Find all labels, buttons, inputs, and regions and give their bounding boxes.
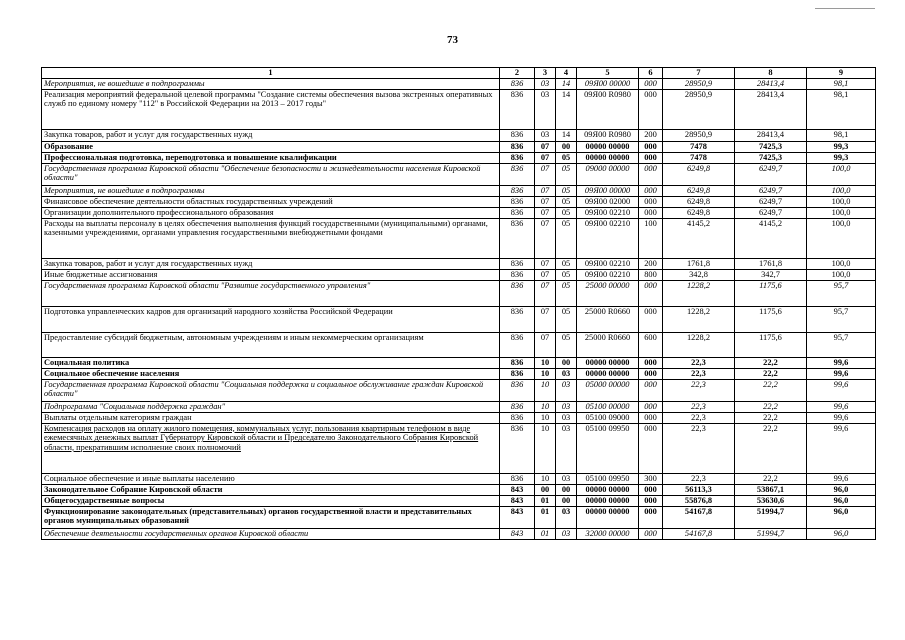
cell-plan: 28950,9 [663, 129, 735, 141]
cell-expense-type: 200 [639, 129, 663, 141]
cell-target-article: 09Я00 00000 [577, 185, 639, 196]
cell-actual: 22,2 [735, 412, 807, 423]
cell-actual: 22,2 [735, 357, 807, 368]
cell-percent: 100,0 [807, 258, 876, 269]
cell-actual: 28413,4 [735, 89, 807, 129]
cell-plan: 22,3 [663, 412, 735, 423]
table-row [42, 473, 876, 484]
cell-percent: 98,1 [807, 89, 876, 129]
cell-plan: 7478 [663, 152, 735, 163]
table-row [42, 163, 876, 185]
cell-plan: 28950,9 [663, 79, 735, 90]
cell-description: Подготовка управленческих кадров для организаций народного хозяйства Российской Федерации [42, 306, 500, 332]
table-row [42, 506, 876, 528]
cell-subsection: 05 [556, 152, 577, 163]
table-row [42, 141, 876, 152]
cell-description: Выплаты отдельным категориям граждан [42, 412, 500, 423]
cell-description: Расходы на выплаты персоналу в целях обеспечения выполнения функций государственными (муниципальными) органами, казенными учреждениями, органами управления государственными внебюджетными фондами [42, 218, 500, 258]
cell-admin-code: 836 [500, 473, 535, 484]
cell-actual: 28413,4 [735, 129, 807, 141]
cell-plan: 1228,2 [663, 280, 735, 306]
cell-section: 07 [535, 269, 556, 280]
cell-description: Функционирование законодательных (представительных) органов государственной власти и представительных органов муниципальных образований [42, 506, 500, 528]
table-row [42, 185, 876, 196]
cell-expense-type: 100 [639, 218, 663, 258]
cell-subsection: 00 [556, 141, 577, 152]
cell-actual: 53867,1 [735, 484, 807, 495]
cell-description: Организации дополнительного профессионального образования [42, 207, 500, 218]
cell-percent: 96,0 [807, 484, 876, 495]
cell-plan: 22,3 [663, 401, 735, 412]
cell-subsection: 14 [556, 89, 577, 129]
cell-expense-type: 000 [639, 368, 663, 379]
cell-plan: 342,8 [663, 269, 735, 280]
cell-percent: 99,6 [807, 357, 876, 368]
cell-section: 03 [535, 79, 556, 90]
cell-subsection: 00 [556, 484, 577, 495]
header-col-6: 6 [639, 68, 663, 79]
cell-description: Государственная программа Кировской области "Социальная поддержка и социальное обслуживание граждан Кировской области" [42, 379, 500, 401]
cell-section: 10 [535, 379, 556, 401]
cell-actual: 51994,7 [735, 528, 807, 539]
cell-section: 07 [535, 152, 556, 163]
cell-actual: 53630,6 [735, 495, 807, 506]
table-row [42, 89, 876, 129]
cell-percent: 96,0 [807, 495, 876, 506]
cell-expense-type: 000 [639, 306, 663, 332]
table-row [42, 484, 876, 495]
table-row [42, 332, 876, 357]
cell-plan: 6249,8 [663, 185, 735, 196]
cell-section: 07 [535, 141, 556, 152]
cell-target-article: 00000 00000 [577, 495, 639, 506]
cell-actual: 6249,7 [735, 207, 807, 218]
cell-plan: 6249,8 [663, 196, 735, 207]
cell-actual: 1761,8 [735, 258, 807, 269]
cell-expense-type: 000 [639, 357, 663, 368]
cell-target-article: 00000 00000 [577, 141, 639, 152]
cell-actual: 22,2 [735, 379, 807, 401]
cell-section: 07 [535, 196, 556, 207]
cell-admin-code: 836 [500, 218, 535, 258]
cell-plan: 4145,2 [663, 218, 735, 258]
cell-admin-code: 836 [500, 152, 535, 163]
cell-percent: 100,0 [807, 207, 876, 218]
cell-section: 07 [535, 185, 556, 196]
cell-subsection: 05 [556, 185, 577, 196]
cell-target-article: 05000 00000 [577, 379, 639, 401]
cell-plan: 22,3 [663, 368, 735, 379]
cell-expense-type: 000 [639, 528, 663, 539]
table-row [42, 196, 876, 207]
cell-plan: 55876,8 [663, 495, 735, 506]
cell-percent: 96,0 [807, 506, 876, 528]
cell-section: 03 [535, 129, 556, 141]
table-row [42, 368, 876, 379]
cell-subsection: 00 [556, 357, 577, 368]
cell-target-article: 09Я00 02210 [577, 207, 639, 218]
cell-percent: 100,0 [807, 196, 876, 207]
table-row [42, 495, 876, 506]
cell-admin-code: 836 [500, 379, 535, 401]
cell-description: Социальное обеспечение населения [42, 368, 500, 379]
cell-expense-type: 000 [639, 412, 663, 423]
cell-target-article: 09Я00 02210 [577, 218, 639, 258]
cell-section: 07 [535, 163, 556, 185]
cell-section: 01 [535, 495, 556, 506]
cell-target-article: 09Я00 00000 [577, 79, 639, 90]
cell-target-article: 00000 00000 [577, 357, 639, 368]
cell-actual: 22,2 [735, 401, 807, 412]
header-col-7: 7 [663, 68, 735, 79]
cell-section: 10 [535, 423, 556, 473]
cell-subsection: 05 [556, 218, 577, 258]
cell-percent: 95,7 [807, 280, 876, 306]
cell-admin-code: 836 [500, 141, 535, 152]
cell-expense-type: 000 [639, 185, 663, 196]
cell-expense-type: 000 [639, 401, 663, 412]
cell-target-article: 05100 09950 [577, 423, 639, 473]
cell-actual: 22,2 [735, 368, 807, 379]
table-row [42, 357, 876, 368]
cell-plan: 1228,2 [663, 306, 735, 332]
cell-target-article: 09Я00 02000 [577, 196, 639, 207]
cell-percent: 99,3 [807, 141, 876, 152]
cell-admin-code: 836 [500, 368, 535, 379]
cell-expense-type: 000 [639, 423, 663, 473]
cell-admin-code: 836 [500, 412, 535, 423]
cell-actual: 22,2 [735, 423, 807, 473]
cell-actual: 1175,6 [735, 306, 807, 332]
cell-plan: 22,3 [663, 423, 735, 473]
table-row [42, 280, 876, 306]
page-number: 73 [447, 34, 458, 46]
cell-plan: 28950,9 [663, 89, 735, 129]
cell-admin-code: 836 [500, 185, 535, 196]
cell-expense-type: 800 [639, 269, 663, 280]
cell-admin-code: 836 [500, 89, 535, 129]
table-row [42, 379, 876, 401]
cell-target-article: 09Я00 R0980 [577, 89, 639, 129]
header-col-9: 9 [807, 68, 876, 79]
budget-table [41, 67, 876, 540]
cell-target-article: 09000 00000 [577, 163, 639, 185]
cell-admin-code: 836 [500, 401, 535, 412]
cell-admin-code: 836 [500, 258, 535, 269]
cell-percent: 99,6 [807, 473, 876, 484]
cell-percent: 99,6 [807, 379, 876, 401]
cell-subsection: 05 [556, 207, 577, 218]
header-row [42, 68, 876, 79]
cell-percent: 99,3 [807, 152, 876, 163]
cell-actual: 7425,3 [735, 141, 807, 152]
cell-expense-type: 300 [639, 473, 663, 484]
cell-admin-code: 836 [500, 423, 535, 473]
cell-description: Общегосударственные вопросы [42, 495, 500, 506]
cell-description: Профессиональная подготовка, переподготовка и повышение квалификации [42, 152, 500, 163]
cell-target-article: 00000 00000 [577, 368, 639, 379]
cell-admin-code: 836 [500, 306, 535, 332]
cell-percent: 99,6 [807, 423, 876, 473]
cell-actual: 6249,7 [735, 185, 807, 196]
cell-percent: 100,0 [807, 218, 876, 258]
table-row [42, 207, 876, 218]
cell-target-article: 32000 00000 [577, 528, 639, 539]
cell-plan: 7478 [663, 141, 735, 152]
cell-expense-type: 000 [639, 163, 663, 185]
cell-description: Мероприятия, не вошедшие в подпрограммы [42, 79, 500, 90]
cell-subsection: 03 [556, 401, 577, 412]
cell-admin-code: 843 [500, 495, 535, 506]
cell-description: Закупка товаров, работ и услуг для государственных нужд [42, 129, 500, 141]
cell-plan: 1228,2 [663, 332, 735, 357]
cell-description: Предоставление субсидий бюджетным, автономным учреждениям и иным некоммерческим организациям [42, 332, 500, 357]
cell-actual: 1175,6 [735, 280, 807, 306]
cell-description: Финансовое обеспечение деятельности областных государственных учреждений [42, 196, 500, 207]
cell-description: Реализация мероприятий федеральной целевой программы "Создание системы обеспечения вызова экстренных оперативных служб по единому номеру "112" в Российской Федерации на 2013 – 2017 годы" [42, 89, 500, 129]
cell-actual: 6249,7 [735, 163, 807, 185]
cell-section: 07 [535, 207, 556, 218]
cell-target-article: 09Я00 R0980 [577, 129, 639, 141]
cell-section: 10 [535, 401, 556, 412]
cell-admin-code: 836 [500, 207, 535, 218]
cell-subsection: 14 [556, 79, 577, 90]
cell-target-article: 05100 09000 [577, 412, 639, 423]
cell-plan: 1761,8 [663, 258, 735, 269]
cell-expense-type: 000 [639, 89, 663, 129]
cell-admin-code: 836 [500, 79, 535, 90]
cell-percent: 95,7 [807, 332, 876, 357]
cell-target-article: 25000 00000 [577, 280, 639, 306]
cell-target-article: 09Я00 02210 [577, 258, 639, 269]
cell-description: Обеспечение деятельности государственных органов Кировской области [42, 528, 500, 539]
cell-subsection: 03 [556, 473, 577, 484]
cell-admin-code: 836 [500, 129, 535, 141]
cell-expense-type: 000 [639, 152, 663, 163]
header-col-4: 4 [556, 68, 577, 79]
cell-subsection: 05 [556, 196, 577, 207]
cell-description: Закупка товаров, работ и услуг для государственных нужд [42, 258, 500, 269]
cell-section: 10 [535, 357, 556, 368]
header-col-3: 3 [535, 68, 556, 79]
cell-plan: 56113,3 [663, 484, 735, 495]
cell-subsection: 03 [556, 368, 577, 379]
cell-section: 07 [535, 218, 556, 258]
cell-target-article: 00000 00000 [577, 506, 639, 528]
cell-section: 01 [535, 528, 556, 539]
cell-percent: 98,1 [807, 129, 876, 141]
table-row [42, 218, 876, 258]
cell-expense-type: 000 [639, 79, 663, 90]
cell-subsection: 05 [556, 306, 577, 332]
cell-percent: 99,6 [807, 412, 876, 423]
cell-percent: 100,0 [807, 269, 876, 280]
cell-subsection: 05 [556, 269, 577, 280]
cell-expense-type: 200 [639, 258, 663, 269]
cell-admin-code: 836 [500, 332, 535, 357]
cell-section: 10 [535, 473, 556, 484]
cell-subsection: 00 [556, 495, 577, 506]
cell-subsection: 03 [556, 506, 577, 528]
cell-percent: 100,0 [807, 163, 876, 185]
cell-expense-type: 000 [639, 495, 663, 506]
cell-admin-code: 836 [500, 269, 535, 280]
cell-subsection: 05 [556, 163, 577, 185]
header-col-8: 8 [735, 68, 807, 79]
cell-plan: 54167,8 [663, 506, 735, 528]
cell-target-article: 05100 09950 [577, 473, 639, 484]
table-row [42, 401, 876, 412]
cell-subsection: 14 [556, 129, 577, 141]
cell-actual: 22,2 [735, 473, 807, 484]
table-row [42, 412, 876, 423]
budget-table-container [41, 67, 876, 540]
table-row [42, 258, 876, 269]
cell-section: 10 [535, 412, 556, 423]
cell-actual: 51994,7 [735, 506, 807, 528]
cell-description: Подпрограмма "Социальная поддержка граждан" [42, 401, 500, 412]
cell-plan: 22,3 [663, 357, 735, 368]
cell-percent: 98,1 [807, 79, 876, 90]
cell-percent: 100,0 [807, 185, 876, 196]
cell-percent: 99,6 [807, 368, 876, 379]
cell-actual: 6249,7 [735, 196, 807, 207]
top-edge-mark [815, 8, 875, 9]
cell-expense-type: 000 [639, 207, 663, 218]
cell-expense-type: 000 [639, 506, 663, 528]
cell-admin-code: 843 [500, 528, 535, 539]
cell-admin-code: 836 [500, 163, 535, 185]
cell-section: 07 [535, 258, 556, 269]
cell-description: Социальная политика [42, 357, 500, 368]
cell-description: Иные бюджетные ассигнования [42, 269, 500, 280]
cell-admin-code: 843 [500, 484, 535, 495]
cell-percent: 96,0 [807, 528, 876, 539]
cell-section: 07 [535, 280, 556, 306]
cell-expense-type: 000 [639, 196, 663, 207]
cell-admin-code: 843 [500, 506, 535, 528]
cell-actual: 342,7 [735, 269, 807, 280]
cell-subsection: 03 [556, 412, 577, 423]
cell-description: Законодательное Собрание Кировской области [42, 484, 500, 495]
budget-table-body [42, 68, 876, 540]
cell-subsection: 03 [556, 379, 577, 401]
cell-target-article: 00000 00000 [577, 484, 639, 495]
cell-section: 00 [535, 484, 556, 495]
cell-actual: 28413,4 [735, 79, 807, 90]
cell-plan: 6249,8 [663, 163, 735, 185]
cell-section: 07 [535, 332, 556, 357]
cell-expense-type: 000 [639, 484, 663, 495]
cell-description: Компенсация расходов на оплату жилого помещения, коммунальных услуг, пользования квартирным телефоном в виде ежемесячных денежных выплат Губернатору Кировской области и Председателю Законодательного Собрания Кировской области, прекратившим исполнение своих полномочий [42, 423, 500, 473]
cell-expense-type: 000 [639, 141, 663, 152]
cell-plan: 22,3 [663, 473, 735, 484]
cell-plan: 22,3 [663, 379, 735, 401]
cell-percent: 95,7 [807, 306, 876, 332]
table-row [42, 79, 876, 90]
cell-expense-type: 600 [639, 332, 663, 357]
cell-plan: 54167,8 [663, 528, 735, 539]
cell-section: 07 [535, 306, 556, 332]
cell-actual: 1175,6 [735, 332, 807, 357]
cell-description: Социальное обеспечение и иные выплаты населению [42, 473, 500, 484]
header-col-2: 2 [500, 68, 535, 79]
header-col-1: 1 [42, 68, 500, 79]
table-row [42, 528, 876, 539]
cell-target-article: 00000 00000 [577, 152, 639, 163]
cell-section: 10 [535, 368, 556, 379]
table-row [42, 306, 876, 332]
cell-section: 01 [535, 506, 556, 528]
cell-percent: 99,6 [807, 401, 876, 412]
cell-subsection: 05 [556, 258, 577, 269]
header-col-5: 5 [577, 68, 639, 79]
cell-description: Мероприятия, не вошедшие в подпрограммы [42, 185, 500, 196]
cell-actual: 4145,2 [735, 218, 807, 258]
cell-expense-type: 000 [639, 379, 663, 401]
cell-expense-type: 000 [639, 280, 663, 306]
cell-target-article: 05100 00000 [577, 401, 639, 412]
cell-description: Государственная программа Кировской области "Развитие государственного управления" [42, 280, 500, 306]
cell-subsection: 05 [556, 280, 577, 306]
cell-description: Образование [42, 141, 500, 152]
cell-target-article: 25000 R0660 [577, 306, 639, 332]
cell-actual: 7425,3 [735, 152, 807, 163]
cell-admin-code: 836 [500, 196, 535, 207]
table-row [42, 269, 876, 280]
table-row [42, 423, 876, 473]
cell-target-article: 09Я00 02210 [577, 269, 639, 280]
table-row [42, 129, 876, 141]
cell-plan: 6249,8 [663, 207, 735, 218]
cell-subsection: 03 [556, 423, 577, 473]
table-row [42, 152, 876, 163]
cell-subsection: 03 [556, 528, 577, 539]
cell-subsection: 05 [556, 332, 577, 357]
cell-section: 03 [535, 89, 556, 129]
cell-admin-code: 836 [500, 357, 535, 368]
cell-admin-code: 836 [500, 280, 535, 306]
cell-target-article: 25000 R0660 [577, 332, 639, 357]
cell-description: Государственная программа Кировской области "Обеспечение безопасности и жизнедеятельности населения Кировской области" [42, 163, 500, 185]
